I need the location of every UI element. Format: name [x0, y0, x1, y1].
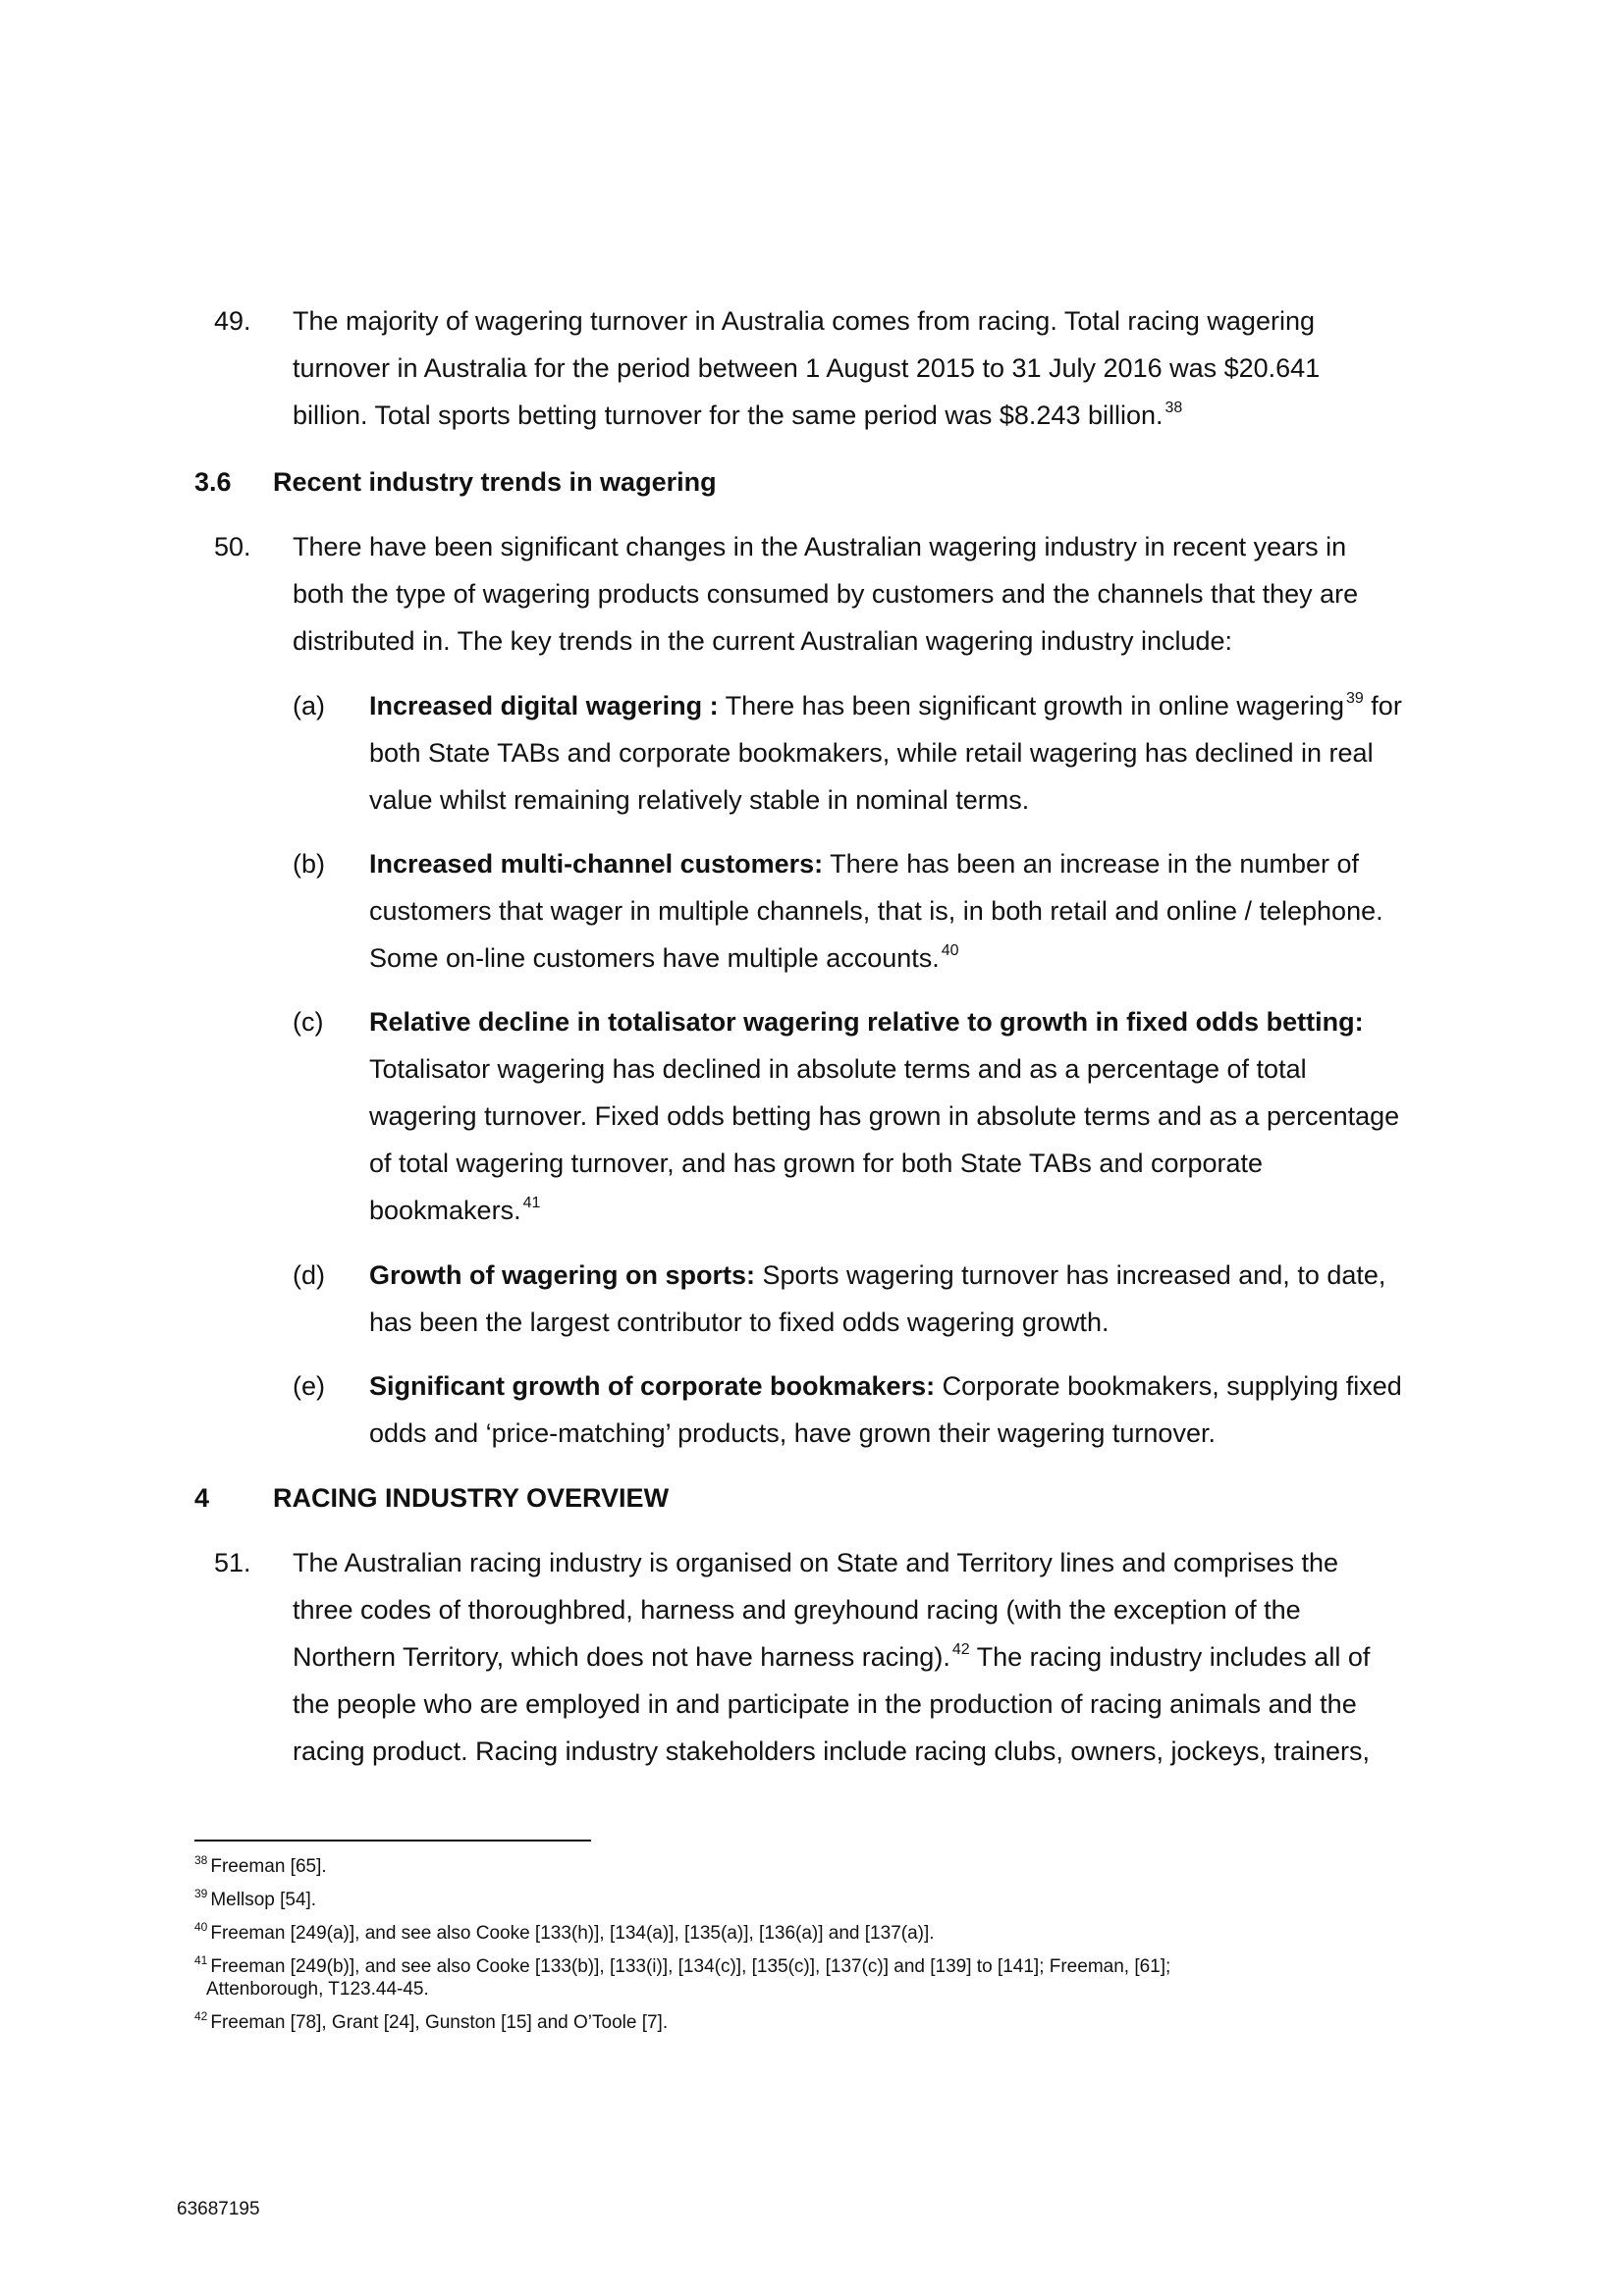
- paragraph-line: both the type of wagering products consumed by customers and the channels that they are: [293, 579, 1359, 609]
- list-item-heading: Growth of wagering on sports:: [369, 1260, 755, 1290]
- list-item-heading: Relative decline in totalisator wagering relative to growth in fixed odds betting:: [369, 1007, 1364, 1037]
- paragraph-line: turnover in Australia for the period between 1 August 2015 to 31 July 2016 was $20.641: [293, 353, 1321, 383]
- footnote-separator: [194, 1840, 591, 1842]
- footnote: $^{39}$ Mellsop [54].: [194, 1887, 317, 1910]
- paragraph-line: distributed in. The key trends in the current Australian wagering industry include:: [293, 626, 1233, 656]
- list-item-heading: Significant growth of corporate bookmakers:: [369, 1371, 936, 1401]
- document-id: 63687195: [177, 2199, 260, 2219]
- list-item-line: value whilst remaining relatively stable in nominal terms.: [369, 785, 1030, 815]
- paragraph-number: 51.: [214, 1548, 251, 1577]
- section-number: 4: [194, 1483, 210, 1513]
- list-item-label: (e): [293, 1371, 325, 1401]
- list-item-line: Increased digital wagering : There has been significant growth in online wagering $^{39}$ for: [369, 690, 1402, 721]
- footnote: $^{40}$ Freeman [249(a)], and see also Cooke [133(h)], [134(a)], [135(a)], [136(a)] and [137(a)].: [194, 1920, 935, 1944]
- list-item-line: bookmakers. $^{41}$: [369, 1195, 541, 1225]
- list-item-line: Totalisator wagering has declined in absolute terms and as a percentage of total: [369, 1054, 1307, 1084]
- footnote-continuation: Attenborough, T123.44-45.: [206, 1979, 429, 2000]
- list-item-label: (c): [293, 1007, 324, 1037]
- list-item-line: of total wagering turnover, and has grown for both State TABs and corporate: [369, 1148, 1264, 1178]
- list-item-label: (b): [293, 849, 325, 879]
- paragraph-line: There have been significant changes in the Australian wagering industry in recent years in: [293, 532, 1347, 561]
- footnote-ref[interactable]: 38: [1164, 400, 1183, 416]
- footnote-ref[interactable]: 41: [522, 1195, 541, 1211]
- list-item-heading: Increased digital wagering :: [369, 691, 719, 721]
- paragraph-line: the people who are employed in and participate in the production of racing animals and the: [293, 1689, 1357, 1719]
- paragraph-line: billion. Total sports betting turnover for the same period was $8.243 billion. $^{38}$: [293, 400, 1183, 430]
- list-item-line: [369, 1006, 1364, 1038]
- footnote: $^{42}$ Freeman [78], Grant [24], Gunston [15] and O’Toole [7].: [194, 2009, 669, 2033]
- section-number: 3.6: [194, 467, 232, 497]
- paragraph-line: Northern Territory, which does not have harness racing). $^{42}$ The racing industry includes all of: [293, 1641, 1371, 1672]
- list-item-heading: Increased multi-channel customers:: [369, 849, 824, 879]
- list-item-line: has been the largest contributor to fixed odds wagering growth.: [369, 1308, 1110, 1337]
- paragraph-number: 49.: [214, 306, 251, 336]
- list-item-line: Some on-line customers have multiple accounts. $^{40}$: [369, 942, 959, 973]
- list-item-line: both State TABs and corporate bookmakers, while retail wagering has declined in real: [369, 738, 1374, 768]
- paragraph-line: racing product. Racing industry stakeholders include racing clubs, owners, jockeys, trainers,: [293, 1736, 1371, 1766]
- list-item-line: Growth of wagering on sports: Sports wagering turnover has increased and, to date,: [369, 1260, 1386, 1290]
- footnote-ref[interactable]: 39: [1346, 690, 1364, 707]
- footnote: $^{38}$ Freeman [65].: [194, 1853, 327, 1877]
- footnote-ref[interactable]: 42: [951, 1641, 970, 1658]
- footnote: $^{41}$ Freeman [249(b)], and see also Cooke [133(b)], [133(i)], [134(c)], [135(c)], [137(c)] and [139] to [141]; Freeman, [61];: [194, 1953, 1171, 1977]
- paragraph-line: The Australian racing industry is organised on State and Territory lines and comprises the: [293, 1548, 1339, 1577]
- list-item-line: Increased multi-channel customers: There has been an increase in the number of: [369, 849, 1359, 879]
- paragraph-line: three codes of thoroughbred, harness and greyhound racing (with the exception of the: [293, 1595, 1301, 1625]
- list-item-line: wagering turnover. Fixed odds betting has grown in absolute terms and as a percentage: [369, 1101, 1400, 1131]
- list-item-label: (a): [293, 691, 325, 721]
- list-item-label: (d): [293, 1260, 325, 1290]
- list-item-line: Significant growth of corporate bookmakers: Corporate bookmakers, supplying fixed: [369, 1371, 1402, 1401]
- section-heading: Recent industry trends in wagering: [273, 467, 717, 497]
- section-heading: RACING INDUSTRY OVERVIEW: [273, 1483, 670, 1513]
- paragraph-number: 50.: [214, 532, 251, 561]
- list-item-line: customers that wager in multiple channels, that is, in both retail and online / telephone.: [369, 896, 1383, 926]
- footnote-ref[interactable]: 40: [941, 942, 959, 959]
- list-item-line: odds and ‘price-matching’ products, have grown their wagering turnover.: [369, 1418, 1216, 1448]
- paragraph-line: The majority of wagering turnover in Australia comes from racing. Total racing wagering: [293, 306, 1315, 336]
